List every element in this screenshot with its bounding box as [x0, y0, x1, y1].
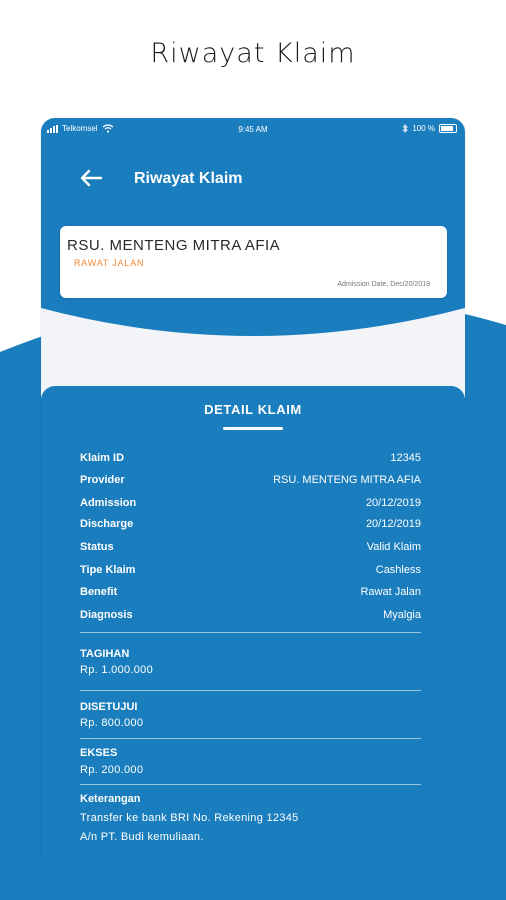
detail-row-admission: [80, 497, 421, 513]
detail-value: 12345: [390, 452, 421, 464]
detail-value: Valid Klaim: [366, 541, 421, 553]
divider: [80, 690, 421, 691]
phone-screen: [41, 118, 465, 870]
disetujui-label: DISETUJUI: [80, 701, 138, 713]
carrier-label: Telkomsel: [62, 124, 98, 133]
detail-row-discharge: [80, 518, 421, 534]
claim-card[interactable]: [60, 226, 447, 298]
ekses-label: EKSES: [80, 747, 118, 759]
claim-type: RAWAT JALAN: [74, 258, 145, 268]
detail-label: Provider: [80, 474, 125, 486]
keterangan-line-1: Transfer ke bank BRI No. Rekening 12345: [80, 812, 299, 824]
divider: [80, 738, 421, 739]
back-arrow-icon[interactable]: [79, 168, 103, 188]
detail-value: 20/12/2019: [365, 518, 421, 530]
bluetooth-icon: [402, 124, 408, 133]
status-bar: [41, 122, 465, 138]
detail-label: Klaim ID: [80, 452, 125, 464]
detail-value: Cashless: [375, 564, 421, 576]
detail-value: Myalgia: [383, 609, 421, 621]
disetujui-value: Rp. 800.000: [80, 717, 144, 729]
detail-row-diagnosis: [80, 609, 421, 625]
battery-icon: [439, 124, 457, 133]
battery-label: 100 %: [412, 124, 435, 133]
detail-row-klaim-id: [80, 452, 421, 468]
claim-provider: RSU. MENTENG MITRA AFIA: [67, 237, 281, 254]
detail-label: Admission: [80, 497, 137, 509]
detail-row-status: [80, 541, 421, 557]
divider: [80, 632, 421, 633]
detail-label: Tipe Klaim: [80, 564, 136, 576]
detail-value: RSU. MENTENG MITRA AFIA: [273, 474, 421, 486]
tagihan-value: Rp. 1.000.000: [80, 664, 154, 676]
detail-label: Benefit: [80, 586, 118, 598]
keterangan-label: Keterangan: [80, 793, 141, 805]
divider: [80, 784, 421, 785]
status-time: 9:45 AM: [238, 125, 268, 134]
detail-row-benefit: [80, 586, 421, 602]
detail-row-provider: [80, 474, 421, 490]
detail-title: DETAIL KLAIM: [204, 402, 302, 417]
tagihan-label: TAGIHAN: [80, 648, 130, 660]
detail-row-tipe-klaim: [80, 564, 421, 580]
promo-title: Riwayat Klaim: [150, 38, 356, 69]
detail-label: Discharge: [80, 518, 134, 530]
claim-admission-date: Admission Date, Dec/20/2019: [337, 281, 430, 288]
detail-title-underline: [223, 427, 283, 430]
ekses-value: Rp. 200.000: [80, 764, 144, 776]
header-title: Riwayat Klaim: [134, 170, 243, 187]
detail-label: Status: [80, 541, 114, 553]
keterangan-line-2: A/n PT. Budi kemuliaan.: [80, 831, 204, 843]
detail-value: Rawat Jalan: [360, 586, 421, 598]
detail-panel: [41, 386, 465, 870]
detail-value: 20/12/2019: [365, 497, 421, 509]
detail-label: Diagnosis: [80, 609, 133, 621]
